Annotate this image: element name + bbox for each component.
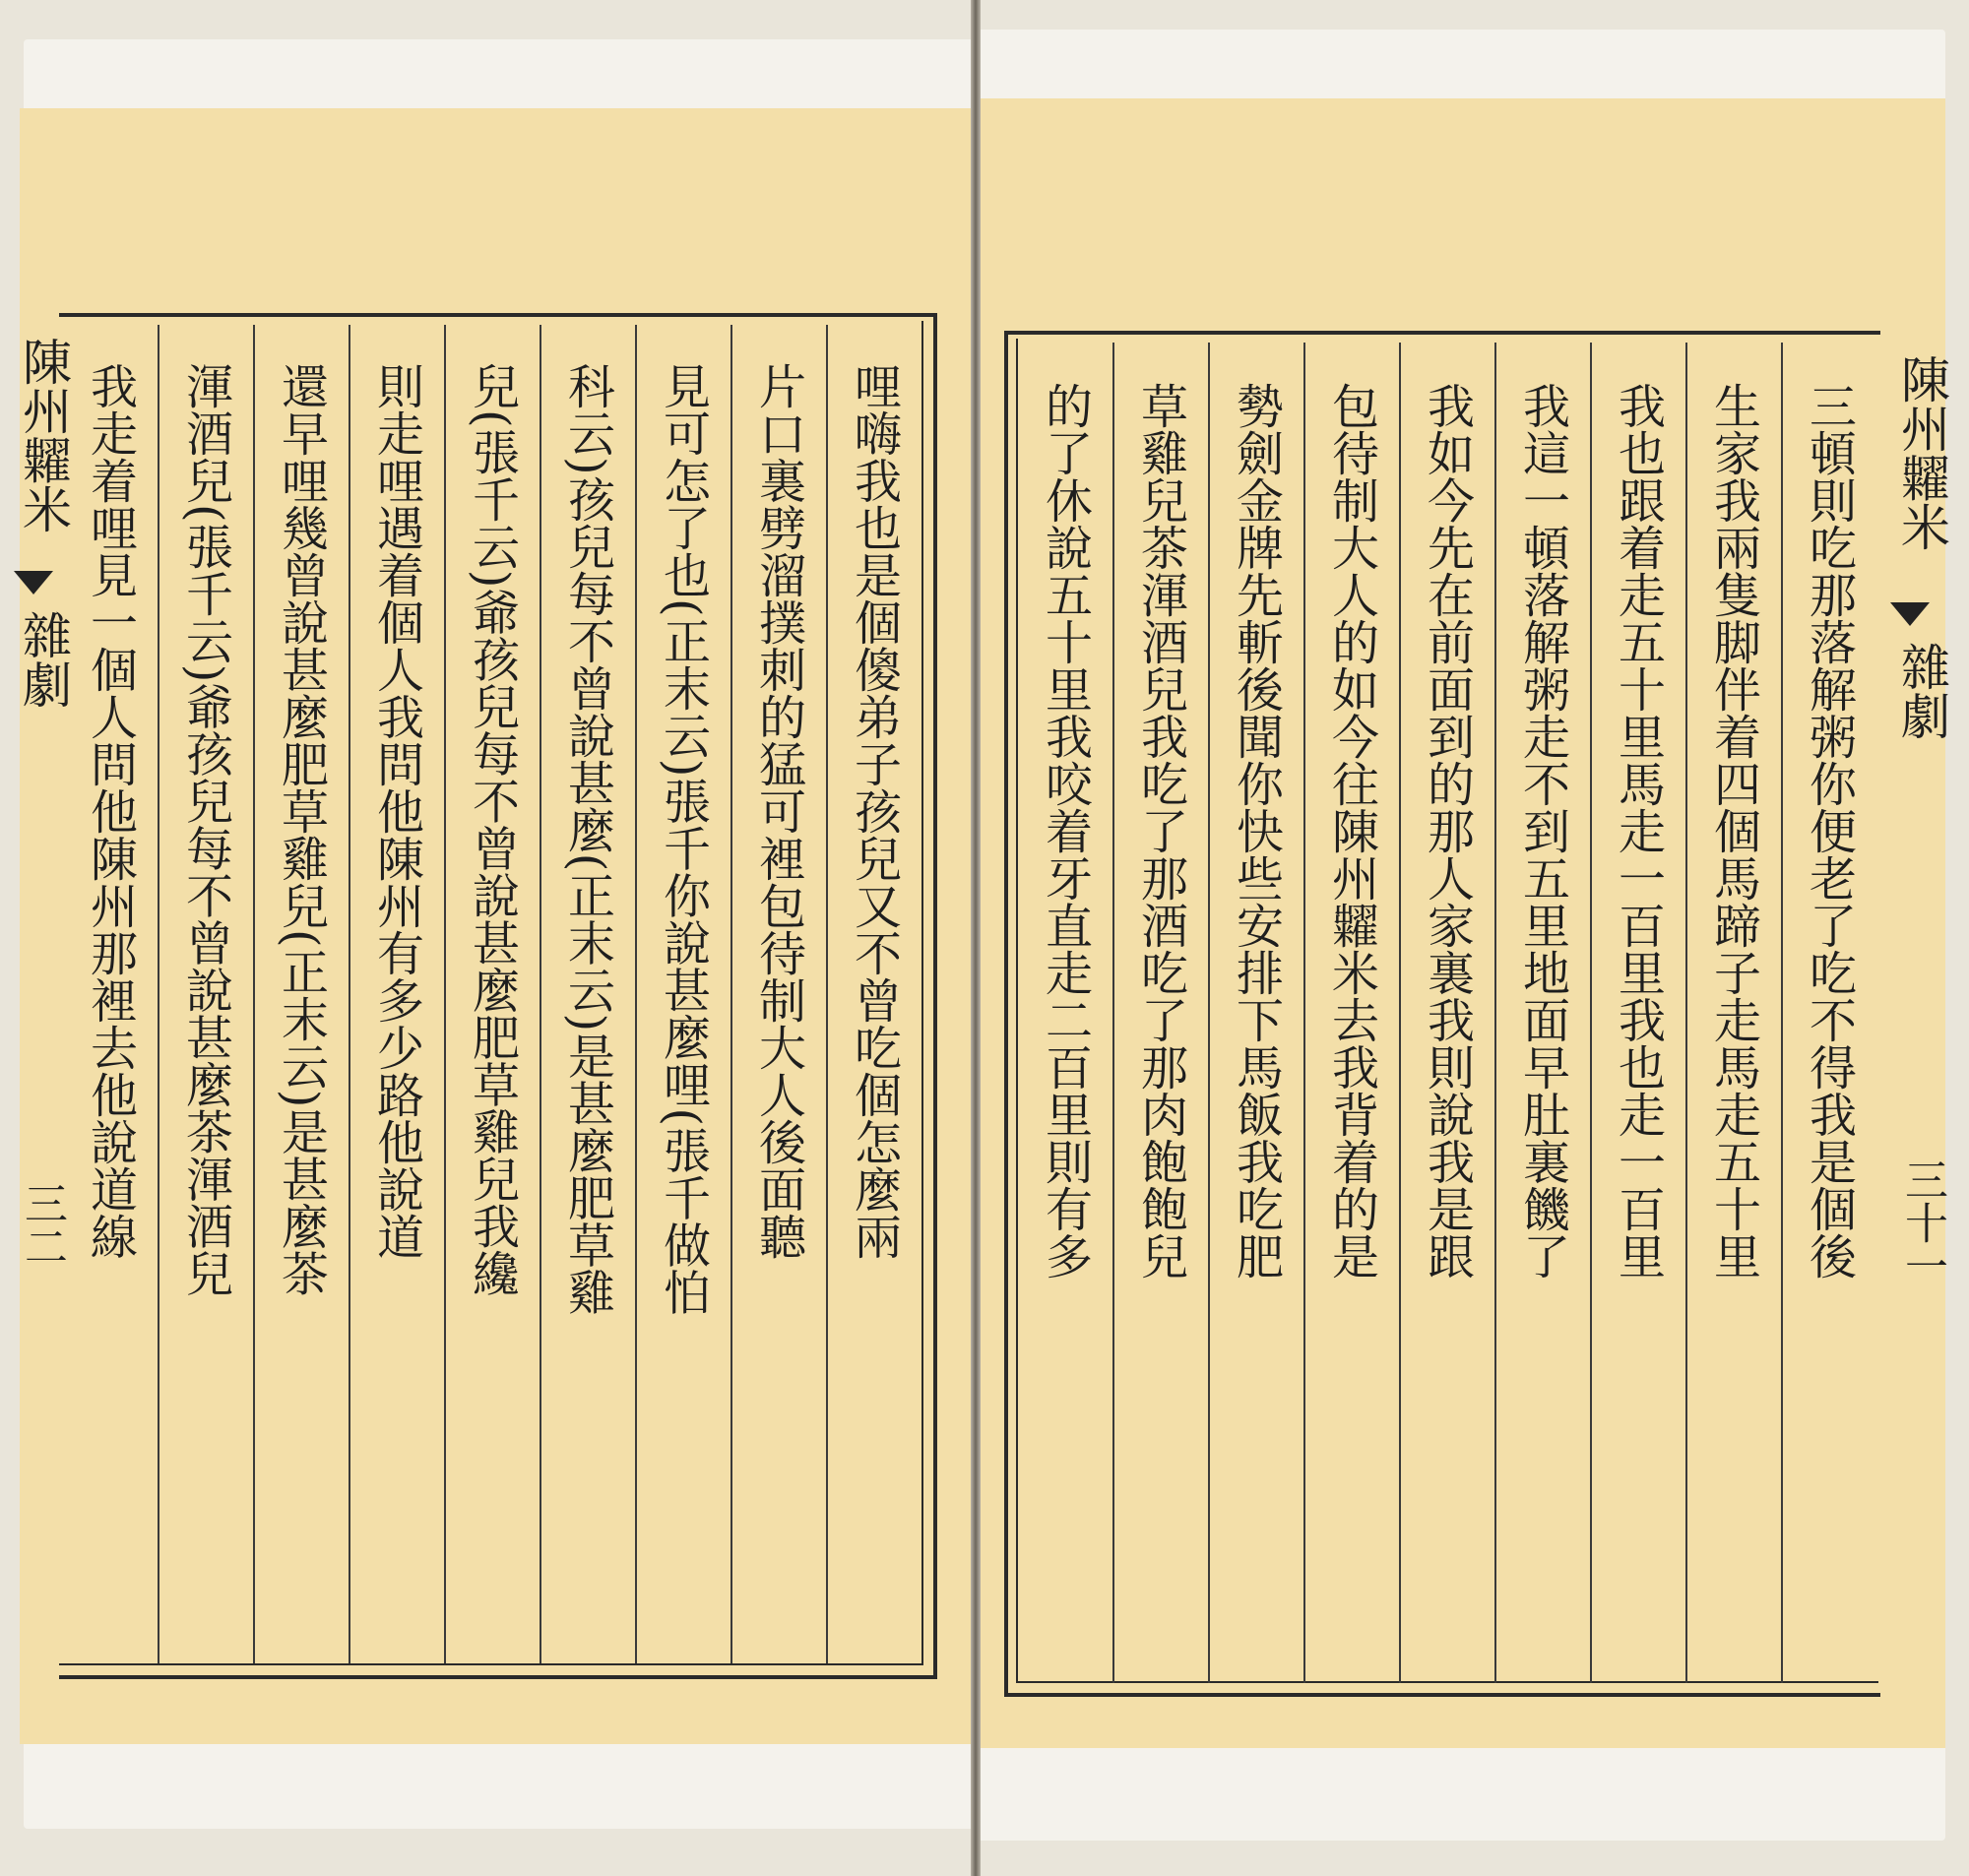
text-column: 我也跟着走五十里馬走一百里我也走一百里 xyxy=(1610,382,1666,1280)
column-rule xyxy=(349,325,350,1663)
text-column: 我如今先在前面到的那人家裏我則說我是跟 xyxy=(1419,382,1475,1280)
text-column: 片口裏劈溜撲刺的猛可裡包待制大人後面聽 xyxy=(750,362,806,1260)
text-column: 則走哩遇着個人我問他陳州有多少路他說道 xyxy=(368,362,424,1260)
text-column: 科云)孩兒每不曾說甚麼(正末云)是甚麼肥草雞 xyxy=(559,362,615,1316)
column-rule xyxy=(826,325,828,1663)
left-fish-tail-icon xyxy=(14,571,53,594)
text-column: 包待制大人的如今往陳州糶米去我背着的是 xyxy=(1323,382,1379,1280)
right-fish-tail-icon xyxy=(1890,602,1930,626)
column-rule xyxy=(1590,343,1592,1683)
left-centre-title: 陳州糶米 xyxy=(15,337,72,533)
right-centre-section: 雜劇 xyxy=(1893,642,1950,740)
text-column: 哩嗨我也是個傻弟子孩兒又不曾吃個怎麼兩 xyxy=(846,362,902,1260)
text-column: 勢劍金牌先斬後聞你快些安排下馬飯我吃肥 xyxy=(1228,382,1284,1280)
text-column: 見可怎了也(正末云)張千你說甚麼哩(張千做怕 xyxy=(655,362,711,1316)
text-column: 三頓則吃那落解粥你便老了吃不得我是個後 xyxy=(1801,382,1857,1280)
text-column: 還早哩幾曾說甚麼肥草雞兒(正末云)是甚麼茶 xyxy=(273,362,329,1297)
column-rule xyxy=(1303,343,1305,1683)
column-rule xyxy=(635,325,637,1663)
text-column: 兒(張千云)爺孩兒每不曾說甚麼肥草雞兒我纔 xyxy=(464,362,520,1297)
right-centre-title: 陳州糶米 xyxy=(1893,354,1950,551)
text-column: 我這一頓落解粥走不到五里地面早肚裏饑了 xyxy=(1514,382,1570,1280)
text-column: 生家我兩隻脚伴着四個馬蹄子走馬走五十里 xyxy=(1705,382,1761,1280)
text-column: 的了休說五十里我咬着牙直走二百里則有多 xyxy=(1037,382,1093,1280)
text-column: 草雞兒茶渾酒兒我吃了那酒吃了那肉飽飽兒 xyxy=(1132,382,1188,1280)
column-rule xyxy=(1685,343,1687,1683)
text-column: 我走着哩見一個人問他陳州那裡去他說道線 xyxy=(82,362,138,1260)
column-rule xyxy=(444,325,446,1663)
book-spine xyxy=(971,0,981,1876)
column-rule xyxy=(540,325,541,1663)
left-folio: 三二 xyxy=(17,1181,67,1268)
column-rule xyxy=(1494,343,1496,1683)
text-column: 渾酒兒(張千云)爺孩兒每不曾說甚麼茶渾酒兒 xyxy=(177,362,233,1297)
column-rule xyxy=(253,325,255,1663)
column-rule xyxy=(1781,343,1783,1683)
column-rule xyxy=(1399,343,1401,1683)
left-centre-section: 雜劇 xyxy=(15,610,72,709)
column-rule xyxy=(1208,343,1210,1683)
right-folio: 三十一 xyxy=(1897,1157,1947,1287)
column-rule xyxy=(1112,343,1114,1683)
column-rule xyxy=(158,325,159,1663)
column-rule xyxy=(730,325,732,1663)
